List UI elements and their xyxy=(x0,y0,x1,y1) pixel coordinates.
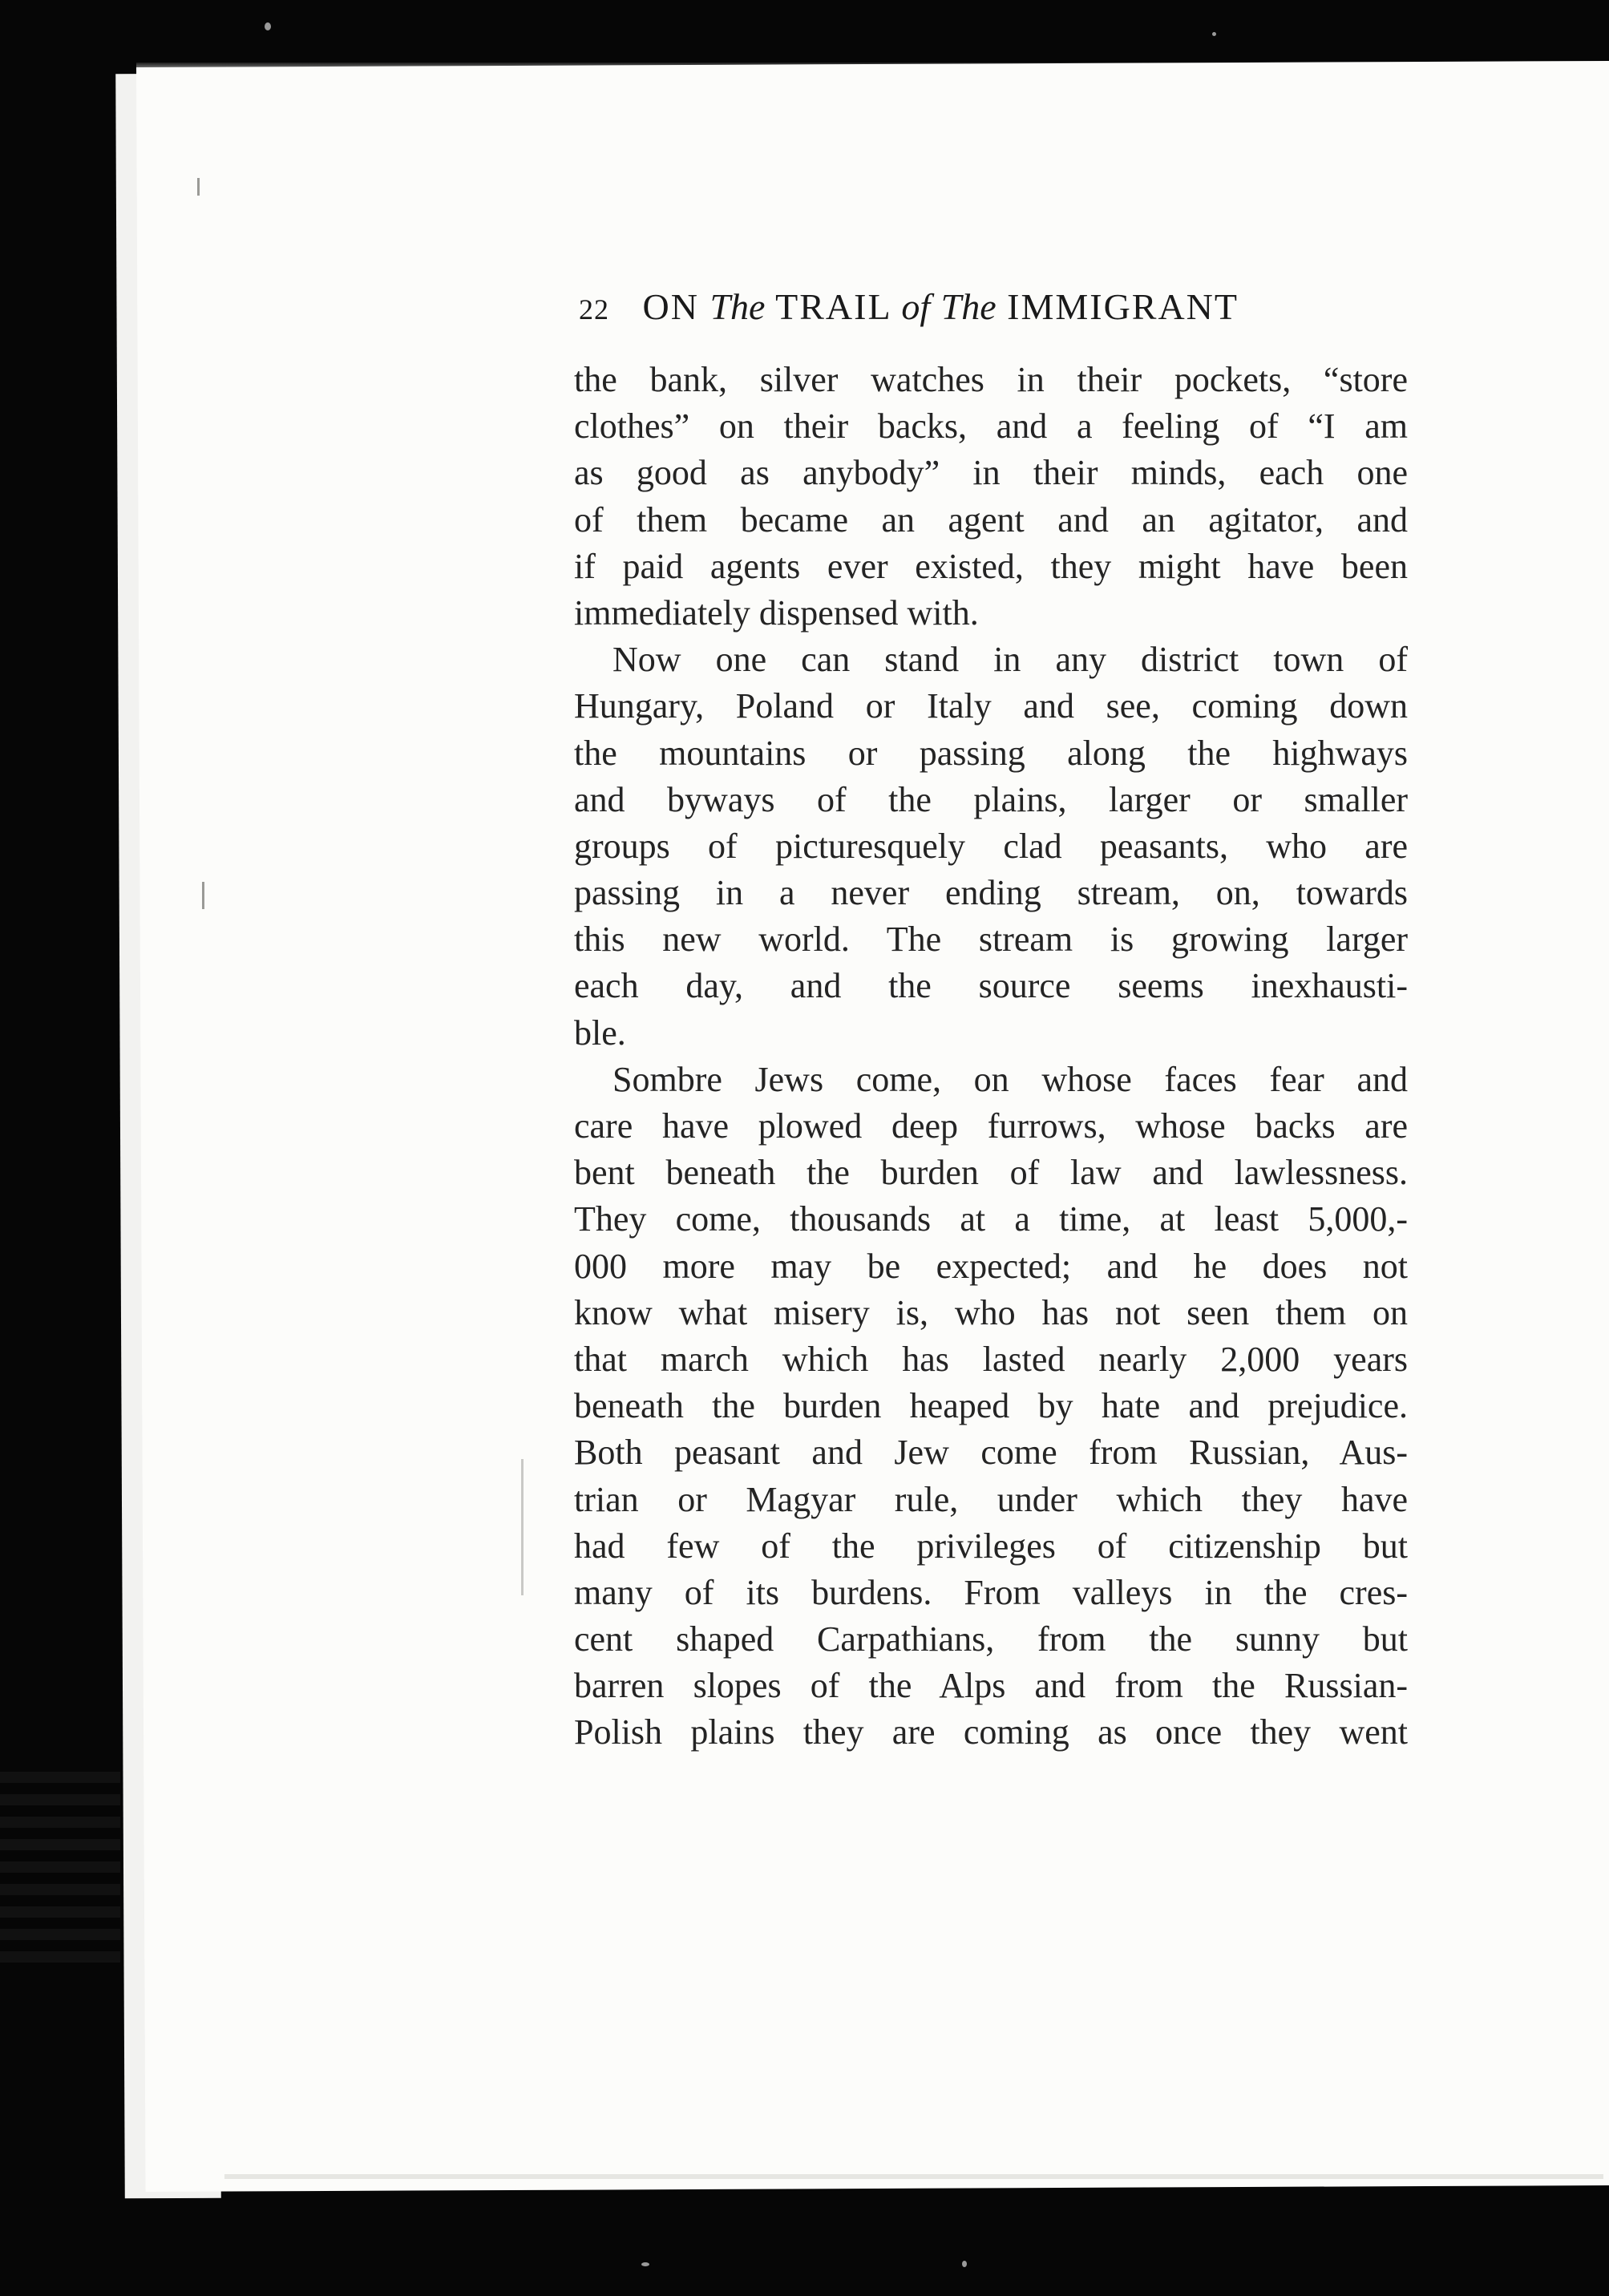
text-line: passing in a never ending stream, on, towards xyxy=(574,873,1408,913)
text-line: many of its burdens. From valleys in the cres- xyxy=(574,1572,1408,1612)
text-line: that march which has lasted nearly 2,000 years xyxy=(574,1339,1408,1379)
running-head-word: of xyxy=(901,286,931,327)
running-head-word: The xyxy=(709,286,766,327)
text-line: 000 more may be expected; and he does not xyxy=(574,1246,1408,1286)
scan-speck xyxy=(962,2261,967,2267)
text-line: Hungary, Poland or Italy and see, coming down xyxy=(574,686,1408,726)
text-line: Now one can stand in any district town of xyxy=(612,640,1408,680)
page-bottom-edge xyxy=(224,2174,1603,2179)
text-line: beneath the burden heaped by hate and prejudice. xyxy=(574,1386,1408,1426)
text-line: had few of the privileges of citizenship but xyxy=(574,1526,1408,1566)
scan-speck xyxy=(1212,32,1216,36)
text-line: if paid agents ever existed, they might have been xyxy=(574,546,1408,586)
running-head-word: The xyxy=(940,286,997,327)
scan-border-band xyxy=(0,1772,120,1972)
text-line: as good as anybody” in their minds, each one xyxy=(574,453,1408,493)
text-line: They come, thousands at a time, at least 5,000,- xyxy=(574,1199,1408,1239)
text-line: groups of picturesquely clad peasants, who are xyxy=(574,826,1408,866)
text-line: of them became an agent and an agitator, and xyxy=(574,499,1408,540)
scan-speck xyxy=(265,22,271,30)
page-mark xyxy=(197,178,200,196)
text-line: trian or Magyar rule, under which they have xyxy=(574,1479,1408,1519)
text-line: immediately dispensed with. xyxy=(574,592,979,633)
text-line: Sombre Jews come, on whose faces fear and xyxy=(612,1059,1408,1099)
body-text xyxy=(574,357,1408,1756)
text-line: care have plowed deep furrows, whose backs are xyxy=(574,1106,1408,1146)
running-head-word: IMMIGRANT xyxy=(1007,286,1239,327)
text-line: each day, and the source seems inexhausti- xyxy=(574,966,1408,1006)
scan-speck xyxy=(641,2262,649,2266)
page-mark xyxy=(202,882,204,909)
running-head xyxy=(579,285,1356,342)
running-head-word: TRAIL xyxy=(775,286,891,327)
text-line: Polish plains they are coming as once they went xyxy=(574,1712,1408,1752)
running-head-word: ON xyxy=(642,286,699,327)
page-mark xyxy=(521,1459,524,1595)
text-line: barren slopes of the Alps and from the Russian- xyxy=(574,1666,1408,1706)
page-number: 22 xyxy=(579,293,609,325)
text-line: the bank, silver watches in their pockets, “store xyxy=(574,360,1408,399)
text-line: this new world. The stream is growing larger xyxy=(574,920,1408,960)
text-line: Both peasant and Jew come from Russian, Aus- xyxy=(574,1433,1408,1473)
text-line: the mountains or passing along the highways xyxy=(574,733,1408,773)
text-line: bent beneath the burden of law and lawlessness. xyxy=(574,1153,1408,1193)
text-line: know what misery is, who has not seen them on xyxy=(574,1292,1408,1332)
text-line: cent shaped Carpathians, from the sunny but xyxy=(574,1619,1408,1659)
text-line: and byways of the plains, larger or smaller xyxy=(574,779,1408,819)
text-line: ble. xyxy=(574,1013,626,1053)
text-line: clothes” on their backs, and a feeling of “I am xyxy=(574,406,1408,447)
